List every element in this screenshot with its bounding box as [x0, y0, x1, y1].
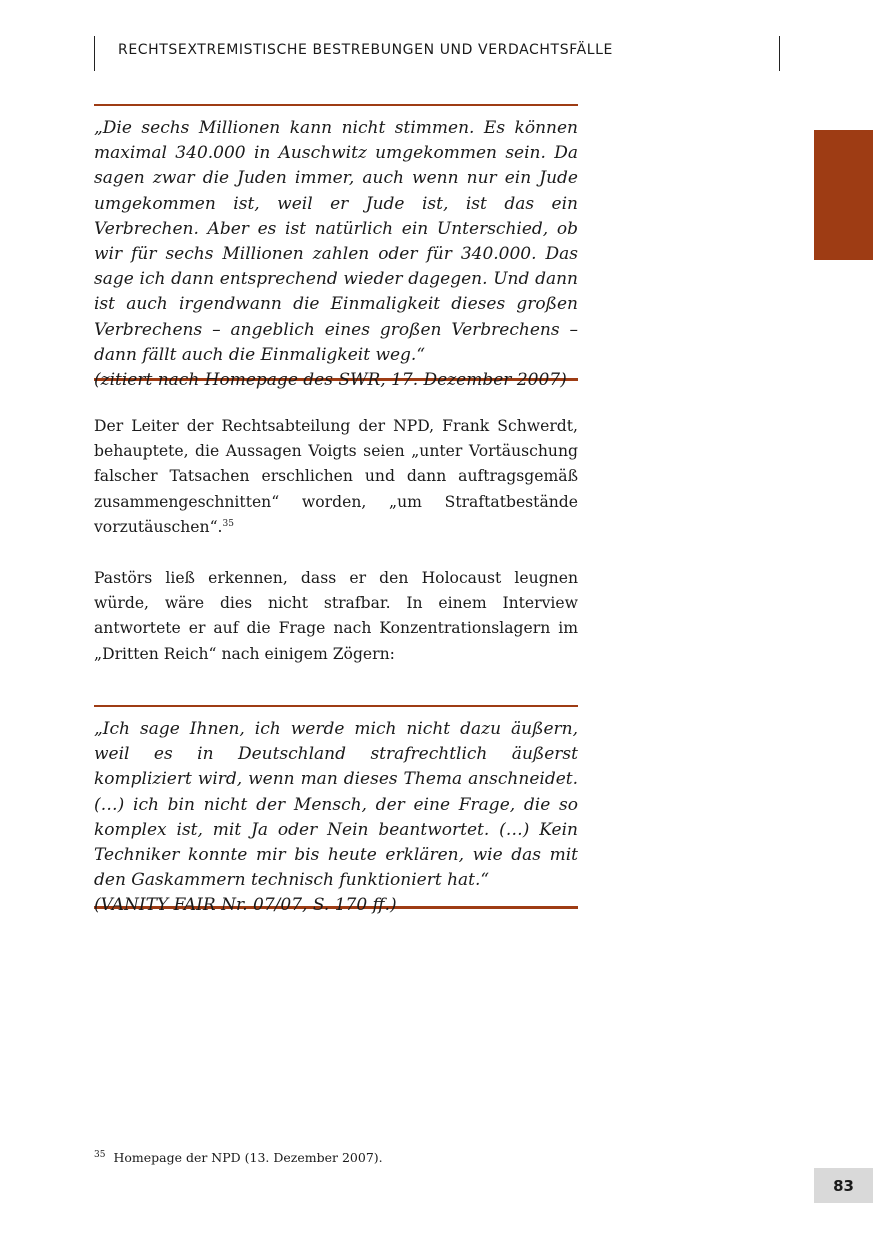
paragraph-1 — [94, 414, 578, 540]
header-rule-right — [779, 36, 780, 71]
footnote — [94, 1150, 383, 1165]
quote-2-text: „Ich sage Ihnen, ich werde mich nicht dazu äußern, weil es in Deutschland strafrechtlich äußerst kompliziert wird, wenn man dieses Thema anschneidet. (…) ich bin nicht der Mensch, der eine Frage, die so komplex ist, mit Ja oder Nein beantwortet. (…) Kein Techniker konnte mir bis heute erklären, wie das mit den Gaskammern technisch funktioniert hat.“ — [94, 719, 578, 891]
paragraph-1-text: Der Leiter der Rechtsabteilung der NPD, Frank Schwerdt, behauptete, die Aussagen Voigts seien „unter Vortäuschung falscher Tatsachen erschlichen und dann auftragsgemäß zusammengeschnitten“ worden, „um Straftatbestände vorzutäuschen“. — [94, 417, 578, 536]
footnote-ref[interactable]: 35 — [222, 518, 234, 529]
paragraph-2 — [94, 566, 578, 667]
quote-1-text: „Die sechs Millionen kann nicht stimmen. Es können maximal 340.000 in Auschwitz umgekommen sein. Da sagen zwar die Juden immer, auch wenn nur ein Jude umgekommen ist, weil er Jude ist, ist das ein Verbrechen. Aber es ist natürlich ein Unterschied, ob wir für sechs Millionen zahlen oder für 340.000. Das sage ich dann entsprechend wieder dagegen. Und dann ist auch irgendwann die Einmaligkeit dieses großen Verbrechens – angeblich eines großen Verbrechens – dann fällt auch die Einmaligkeit weg.“ — [94, 118, 578, 365]
running-head: RECHTSEXTREMISTISCHE BESTREBUNGEN UND VERDACHTSFÄLLE — [118, 42, 613, 58]
footnote-text: Homepage der NPD (13. Dezember 2007). — [113, 1150, 383, 1165]
quote-2-source: (VANITY FAIR Nr. 07/07, S. 170 ff.) — [94, 895, 397, 916]
header-rule-left — [94, 36, 95, 71]
quote-box-2 — [94, 705, 578, 916]
quote-box-1 — [94, 104, 578, 391]
paragraph-2-text: Pastörs ließ erkennen, dass er den Holocaust leugnen würde, wäre dies nicht strafbar. In einem Interview antwortete er auf die Frage nach Konzentrationslagern im „Dritten Reich“ nach einigem Zögern: — [94, 569, 578, 663]
chapter-tab-marker — [814, 130, 873, 260]
quote-1-source: (zitiert nach Homepage des SWR, 17. Dezember 2007) — [94, 370, 567, 391]
page-number: 83 — [814, 1168, 873, 1203]
footnote-number: 35 — [94, 1149, 106, 1160]
